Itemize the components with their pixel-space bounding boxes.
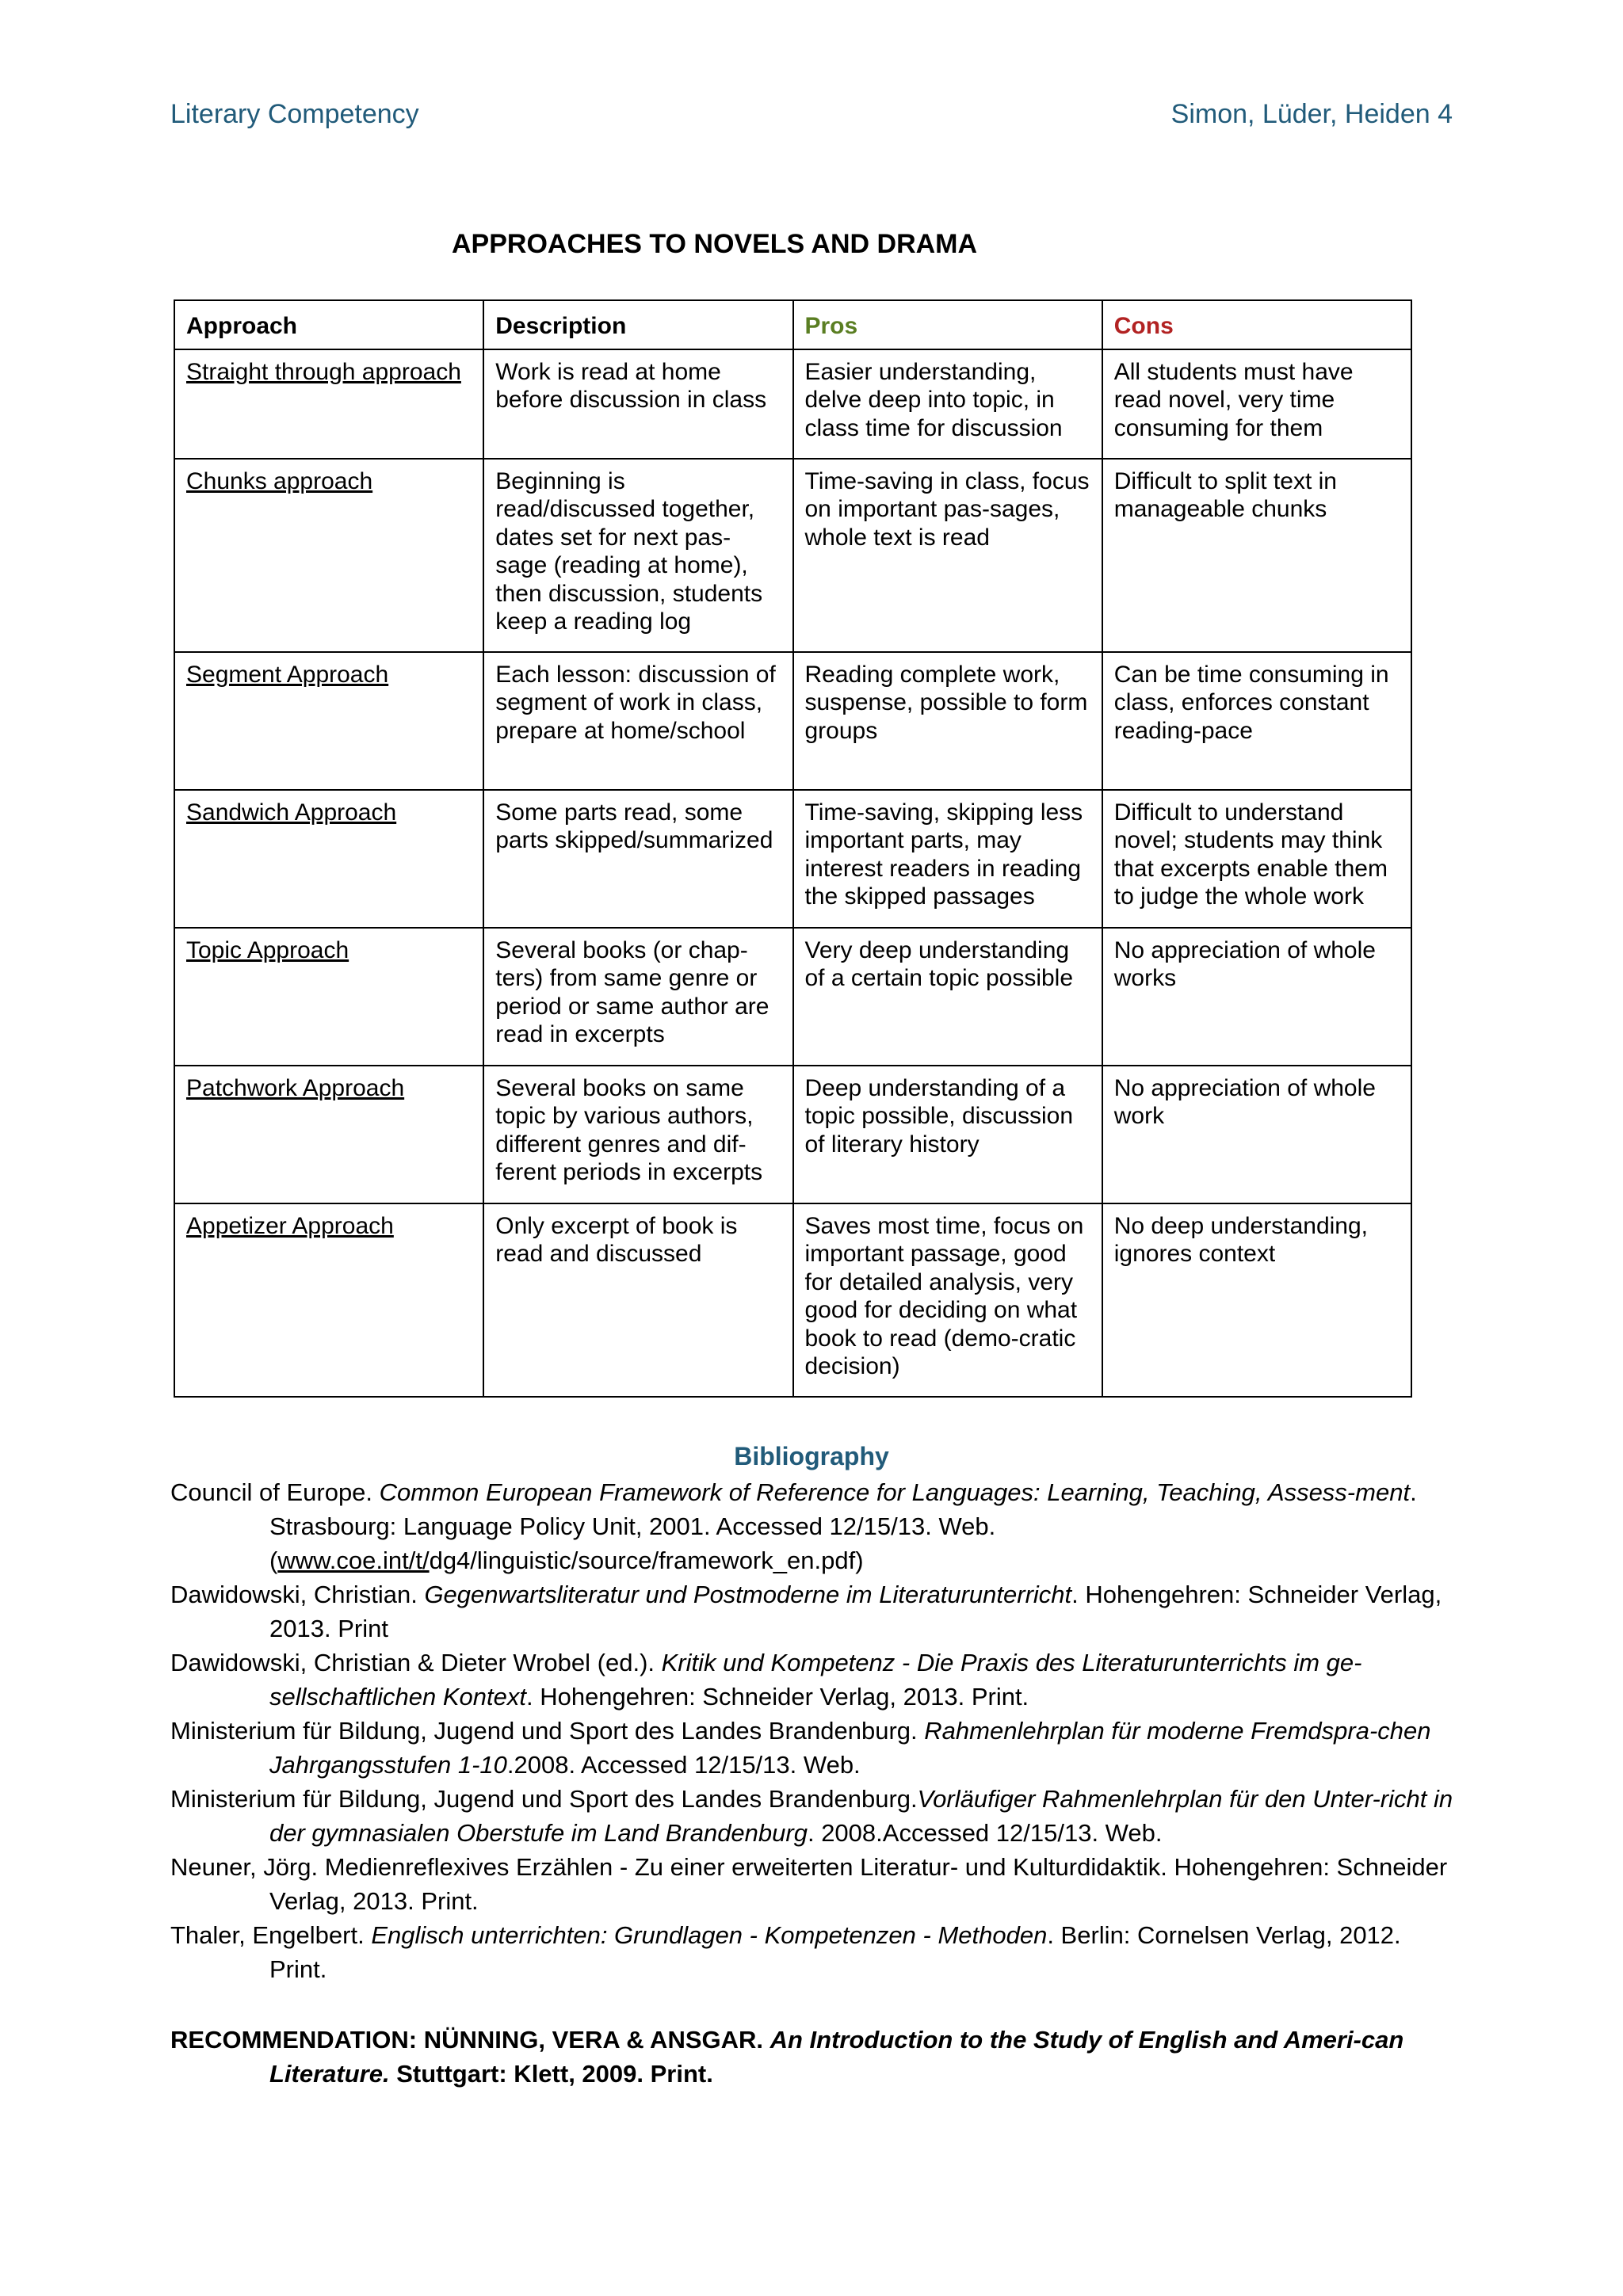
cons-cell: Can be time consuming in class, enforces constant reading-pace xyxy=(1102,652,1411,790)
approach-name: Appetizer Approach xyxy=(186,1212,394,1239)
entry-author: Dawidowski, Christian & Dieter Wrobel (ed.). xyxy=(170,1649,662,1676)
bibliography-entry xyxy=(170,1782,1454,1850)
approach-cell xyxy=(174,459,483,652)
description-cell: Several books on same topic by various authors, different genres and dif-ferent periods in excerpts xyxy=(483,1066,792,1203)
table-row xyxy=(174,1066,1411,1203)
pros-cell: Saves most time, focus on important passage, good for detailed analysis, very good for deciding on what book to read (demo-cratic decision) xyxy=(793,1203,1102,1397)
entry-author: Ministerium für Bildung, Jugend und Sport des Landes Brandenburg. xyxy=(170,1785,918,1813)
pros-cell: Time-saving in class, focus on important pas-sages, whole text is read xyxy=(793,459,1102,652)
entry-author: Neuner, Jörg. Medienreflexives Erzählen - Zu einer erweiterten Literatur- und Kulturdidaktik. Hohengehren: Schneider Verlag, 2013. Print. xyxy=(170,1853,1448,1915)
bibliography-entry xyxy=(170,1850,1454,1918)
entry-details: . Hohengehren: Schneider Verlag, 2013. Print xyxy=(269,1581,1442,1642)
entry-url-link[interactable]: www.coe.int/t/ xyxy=(277,1547,430,1574)
pros-cell: Reading complete work, suspense, possible to form groups xyxy=(793,652,1102,790)
entry-details: . 2008.Accessed 12/15/13. Web. xyxy=(807,1819,1163,1847)
cons-cell: No appreciation of whole work xyxy=(1102,1066,1411,1203)
approach-name: Segment Approach xyxy=(186,661,389,688)
bibliography-list xyxy=(170,1475,1454,1986)
table-header-row xyxy=(174,300,1411,349)
table-title: APPROACHES TO NOVELS AND DRAMA xyxy=(452,229,978,259)
table-row xyxy=(174,459,1411,652)
entry-author: Ministerium für Bildung, Jugend und Sport des Landes Brandenburg. xyxy=(170,1717,925,1745)
bibliography-entry xyxy=(170,1918,1454,1986)
table-row xyxy=(174,790,1411,928)
recommendation xyxy=(170,2023,1454,2091)
pros-cell: Easier understanding, delve deep into topic, in class time for discussion xyxy=(793,349,1102,459)
approach-cell xyxy=(174,349,483,459)
entry-title: Kritik und Kompetenz - Die Praxis des Literaturunterrichts im ge-sellschaftlichen Kontext xyxy=(269,1649,1362,1711)
bibliography-entry xyxy=(170,1646,1454,1714)
description-cell: Some parts read, some parts skipped/summarized xyxy=(483,790,792,928)
running-header-authors-page: Simon, Lüder, Heiden 4 xyxy=(1170,99,1453,129)
cons-cell: Difficult to split text in manageable chunks xyxy=(1102,459,1411,652)
table-row xyxy=(174,349,1411,459)
description-cell: Each lesson: discussion of segment of work in class, prepare at home/school xyxy=(483,652,792,790)
entry-author: Council of Europe. xyxy=(170,1478,380,1506)
entry-title: Common European Framework of Reference for Languages: Learning, Teaching, Assess-ment xyxy=(379,1478,1411,1506)
entry-title: Vorläufiger Rahmenlehrplan für den Unter-richt in der gymnasialen Oberstufe im Land Brandenburg xyxy=(269,1785,1453,1847)
approach-name: Topic Approach xyxy=(186,936,349,963)
column-header-description: Description xyxy=(483,300,792,349)
entry-title: Gegenwartsliteratur und Postmoderne im Literaturunterricht xyxy=(424,1581,1072,1608)
cons-cell: No appreciation of whole works xyxy=(1102,928,1411,1066)
running-header-title: Literary Competency xyxy=(170,99,419,129)
description-cell: Beginning is read/discussed together, dates set for next pas-sage (reading at home), then discussion, students keep a reading log xyxy=(483,459,792,652)
entry-url-path: dg4/linguistic/source/framework_en.pdf) xyxy=(429,1547,864,1574)
approach-name: Chunks approach xyxy=(186,467,373,494)
recommendation-details: Stuttgart: Klett, 2009. Print. xyxy=(389,2060,713,2088)
column-header-cons: Cons xyxy=(1102,300,1411,349)
pros-cell: Very deep understanding of a certain topic possible xyxy=(793,928,1102,1066)
description-cell: Only excerpt of book is read and discussed xyxy=(483,1203,792,1397)
entry-details: .2008. Accessed 12/15/13. Web. xyxy=(506,1751,861,1779)
column-header-pros: Pros xyxy=(793,300,1102,349)
recommendation-title: An Introduction to the Study of English and Ameri-can Literature. xyxy=(269,2026,1404,2088)
approaches-table xyxy=(174,299,1412,1398)
approach-cell xyxy=(174,928,483,1066)
entry-title: Rahmenlehrplan für moderne Fremdspra-chen Jahrgangsstufen 1-10 xyxy=(269,1717,1431,1779)
approach-name: Patchwork Approach xyxy=(186,1074,405,1101)
description-cell: Several books (or chap-ters) from same genre or period or same author are read in excerpts xyxy=(483,928,792,1066)
approach-cell xyxy=(174,790,483,928)
table-row xyxy=(174,928,1411,1066)
entry-details: . Hohengehren: Schneider Verlag, 2013. Print. xyxy=(525,1683,1029,1711)
approach-cell xyxy=(174,1203,483,1397)
entry-title: Englisch unterrichten: Grundlagen - Kompetenzen - Methoden xyxy=(371,1921,1048,1949)
approach-cell xyxy=(174,1066,483,1203)
approach-name: Sandwich Approach xyxy=(186,799,397,826)
approach-cell xyxy=(174,652,483,790)
bibliography-heading: Bibliography xyxy=(734,1442,889,1470)
description-cell: Work is read at home before discussion in class xyxy=(483,349,792,459)
table-row xyxy=(174,652,1411,790)
cons-cell: No deep understanding, ignores context xyxy=(1102,1203,1411,1397)
bibliography-entry xyxy=(170,1714,1454,1782)
approach-name: Straight through approach xyxy=(186,358,461,385)
entry-details: . Berlin: Cornelsen Verlag, 2012. Print. xyxy=(269,1921,1401,1983)
pros-cell: Time-saving, skipping less important parts, may interest readers in reading the skipped passages xyxy=(793,790,1102,928)
cons-cell: Difficult to understand novel; students may think that excerpts enable them to judge the whole work xyxy=(1102,790,1411,928)
cons-cell: All students must have read novel, very time consuming for them xyxy=(1102,349,1411,459)
column-header-approach: Approach xyxy=(174,300,483,349)
entry-author: Thaler, Engelbert. xyxy=(170,1921,372,1949)
bibliography-entry xyxy=(170,1475,1454,1577)
entry-author: Dawidowski, Christian. xyxy=(170,1581,425,1608)
pros-cell: Deep understanding of a topic possible, discussion of literary history xyxy=(793,1066,1102,1203)
table-row xyxy=(174,1203,1411,1397)
recommendation-author: RECOMMENDATION: NÜNNING, VERA & ANSGAR. xyxy=(170,2026,770,2054)
entry-details: . Strasbourg: Language Policy Unit, 2001. Accessed 12/15/13. Web. ( xyxy=(269,1478,1417,1574)
bibliography-entry xyxy=(170,1577,1454,1646)
